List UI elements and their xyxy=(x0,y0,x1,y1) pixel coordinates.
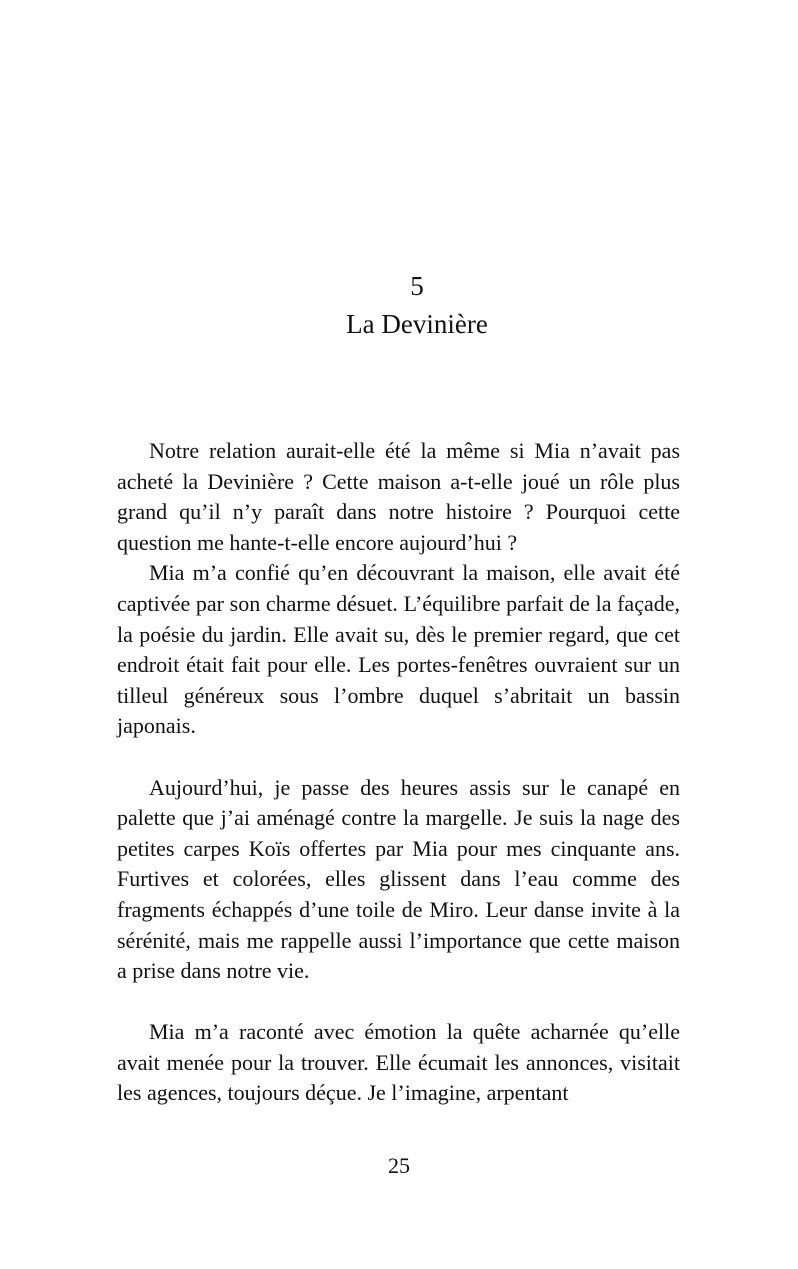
chapter-title: La Devinière xyxy=(346,309,488,339)
paragraph: Mia m’a raconté avec émotion la quête acharnée qu’elle avait menée pour la trouver. Elle écumait les annonces, visitait les agences, toujours déçue. Je l’imagine, arpentant xyxy=(117,1019,680,1106)
paragraph: Aujourd’hui, je passe des heures assis sur le canapé en palette que j’ai aménagé contre la margelle. Je suis la nage des petites carpes Koïs offertes par Mia pour mes cinquante ans. Furtives et colorées, elles glissent dans l’eau comme des fragments échappés d’une toile de Miro. Leur danse invite à la sérénité, mais me rappelle aussi l’importance que cette maison a prise dans notre vie. xyxy=(117,774,680,984)
paragraph: Notre relation aurait-elle été la même si Mia n’avait pas acheté la Devinière ? Cette maison a-t-elle joué un rôle plus grand qu’il n’y paraît dans notre histoire ? Pourquoi cette question me hante-t-elle encore aujourd’hui ? xyxy=(117,438,680,555)
page-number: 25 xyxy=(388,1153,410,1178)
body-text xyxy=(117,436,680,1109)
chapter-number: 5 xyxy=(410,271,424,301)
paragraph: Mia m’a confié qu’en découvrant la maison, elle avait été captivée par son charme désuet. L’équilibre parfait de la façade, la poésie du jardin. Elle avait su, dès le premier regard, que cet endroit était fait pour elle. Les portes-fenêtres ouvraient sur un tilleul généreux sous l’ombre duquel s’abritait un bassin japonais. xyxy=(117,560,680,739)
